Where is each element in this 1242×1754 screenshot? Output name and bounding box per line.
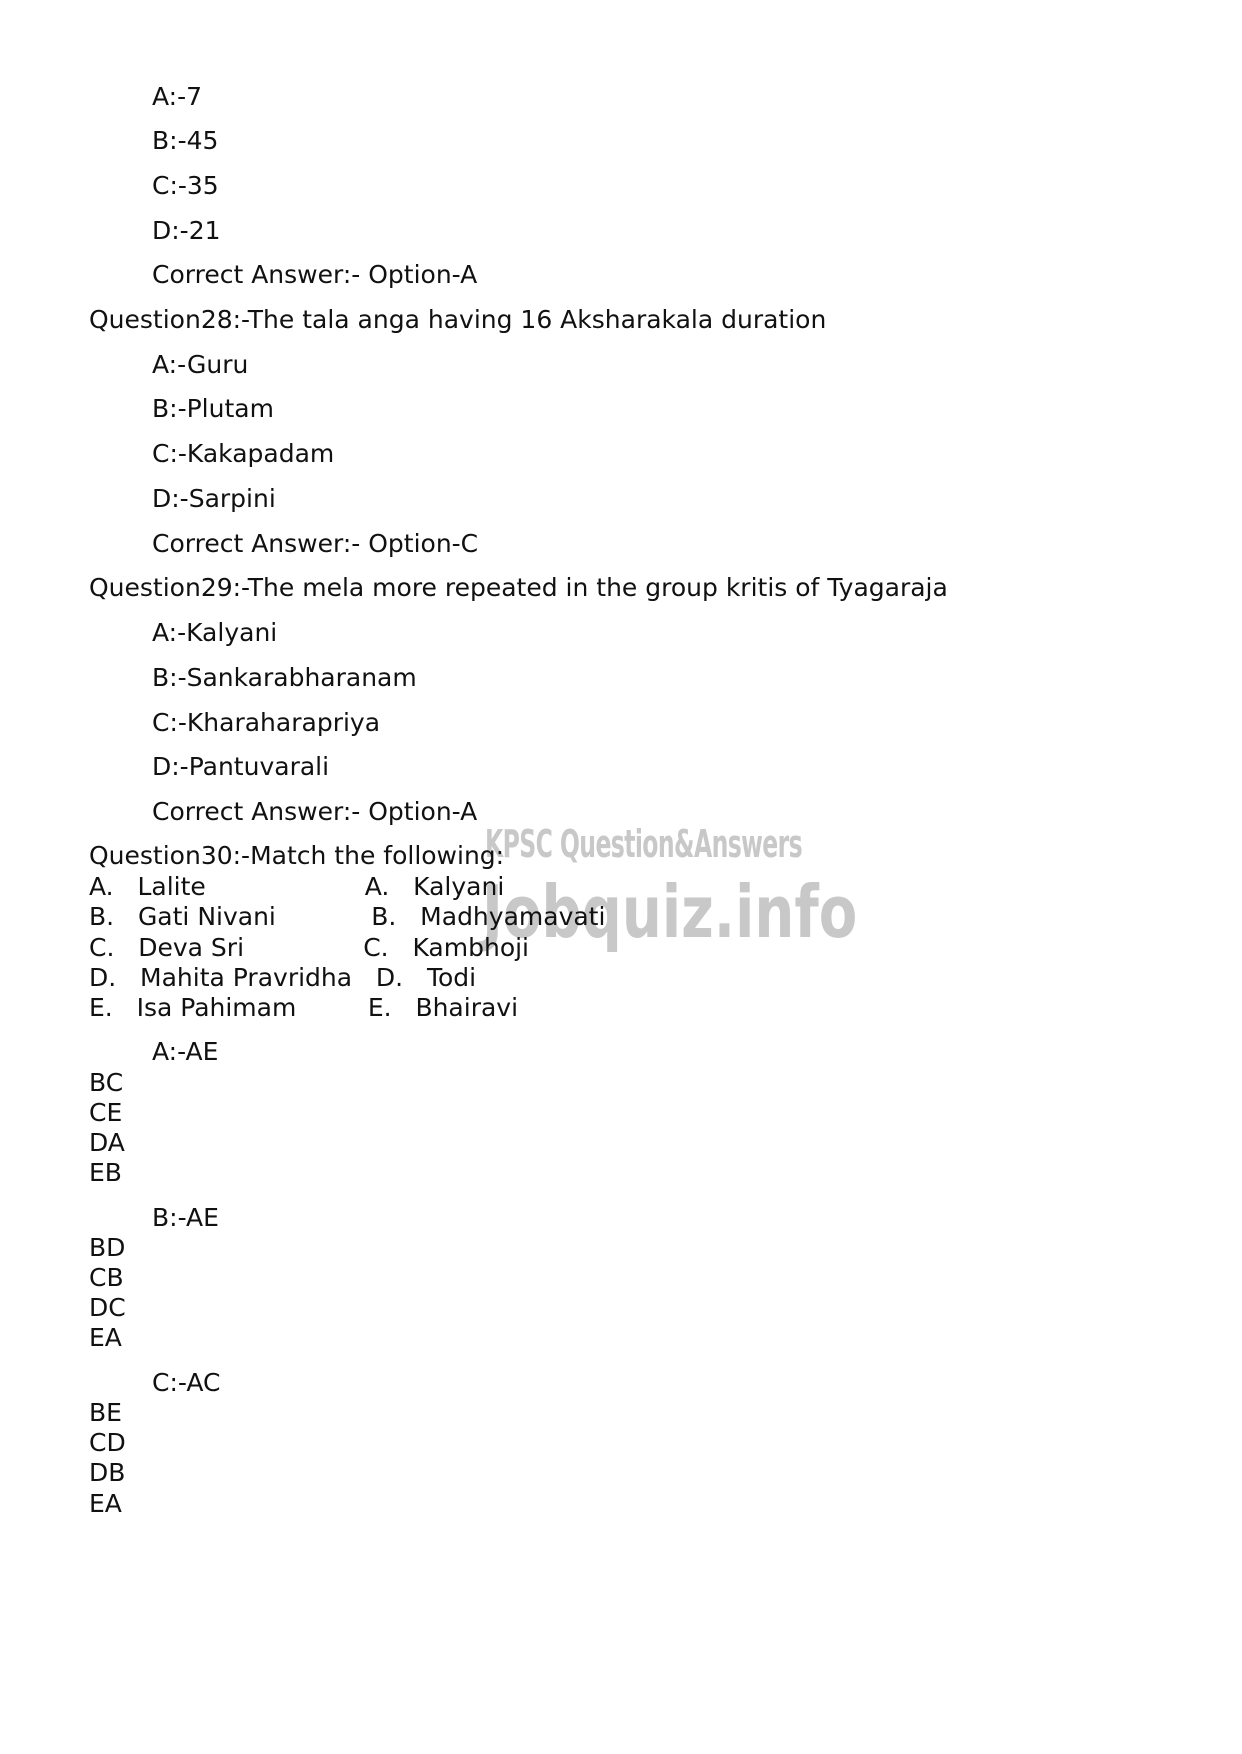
q28-option-a: A:-Guru [152, 350, 249, 379]
q29-correct-answer: Correct Answer:- Option-A [152, 797, 478, 826]
q30-option-a-pair: EB [89, 1158, 122, 1187]
q30-option-c-pair: CD [89, 1428, 126, 1457]
watermark-text: KPSC Question&Answers [485, 822, 803, 866]
q30-option-b-pair: BD [89, 1233, 126, 1262]
watermark-logo: Jobquiz.info [482, 870, 858, 954]
q30-match-row: C. Deva Sri C. Kambhoji [89, 933, 530, 962]
q30-option-b-pair: DC [89, 1293, 126, 1322]
q28-correct-answer: Correct Answer:- Option-C [152, 529, 479, 558]
q28-option-c: C:-Kakapadam [152, 439, 335, 468]
q30-option-c-pair: BE [89, 1398, 122, 1427]
q29-option-a: A:-Kalyani [152, 618, 278, 647]
q28-option-b: B:-Plutam [152, 394, 274, 423]
q27-option-d: D:-21 [152, 216, 221, 245]
q27-option-c: C:-35 [152, 171, 219, 200]
q28-question: Question28:-The tala anga having 16 Aksharakala duration [89, 305, 827, 334]
q30-option-b-pair: EA [89, 1323, 122, 1352]
q30-option-c-pair: DB [89, 1458, 126, 1487]
q30-option-a-pair: BC [89, 1068, 124, 1097]
q30-option-a-pair: DA [89, 1128, 125, 1157]
q30-option-a: A:-AE [152, 1037, 219, 1066]
q30-match-row: B. Gati Nivani B. Madhyamavati [89, 902, 606, 931]
q30-match-row: E. Isa Pahimam E. Bhairavi [89, 993, 519, 1022]
q29-option-d: D:-Pantuvarali [152, 752, 330, 781]
q30-option-c: C:-AC [152, 1368, 221, 1397]
q30-option-a-pair: CE [89, 1098, 123, 1127]
q30-option-b: B:-AE [152, 1203, 219, 1232]
q30-match-row: A. Lalite A. Kalyani [89, 872, 505, 901]
q28-option-d: D:-Sarpini [152, 484, 276, 513]
q27-option-a: A:-7 [152, 82, 203, 111]
q30-question: Question30:-Match the following: [89, 841, 505, 870]
q29-option-b: B:-Sankarabharanam [152, 663, 417, 692]
q27-correct-answer: Correct Answer:- Option-A [152, 260, 478, 289]
q30-option-b-pair: CB [89, 1263, 124, 1292]
q29-question: Question29:-The mela more repeated in the group kritis of Tyagaraja [89, 573, 948, 602]
q29-option-c: C:-Kharaharapriya [152, 708, 381, 737]
q30-option-c-pair: EA [89, 1489, 122, 1518]
q30-match-row: D. Mahita Pravridha D. Todi [89, 963, 477, 992]
q27-option-b: B:-45 [152, 126, 219, 155]
